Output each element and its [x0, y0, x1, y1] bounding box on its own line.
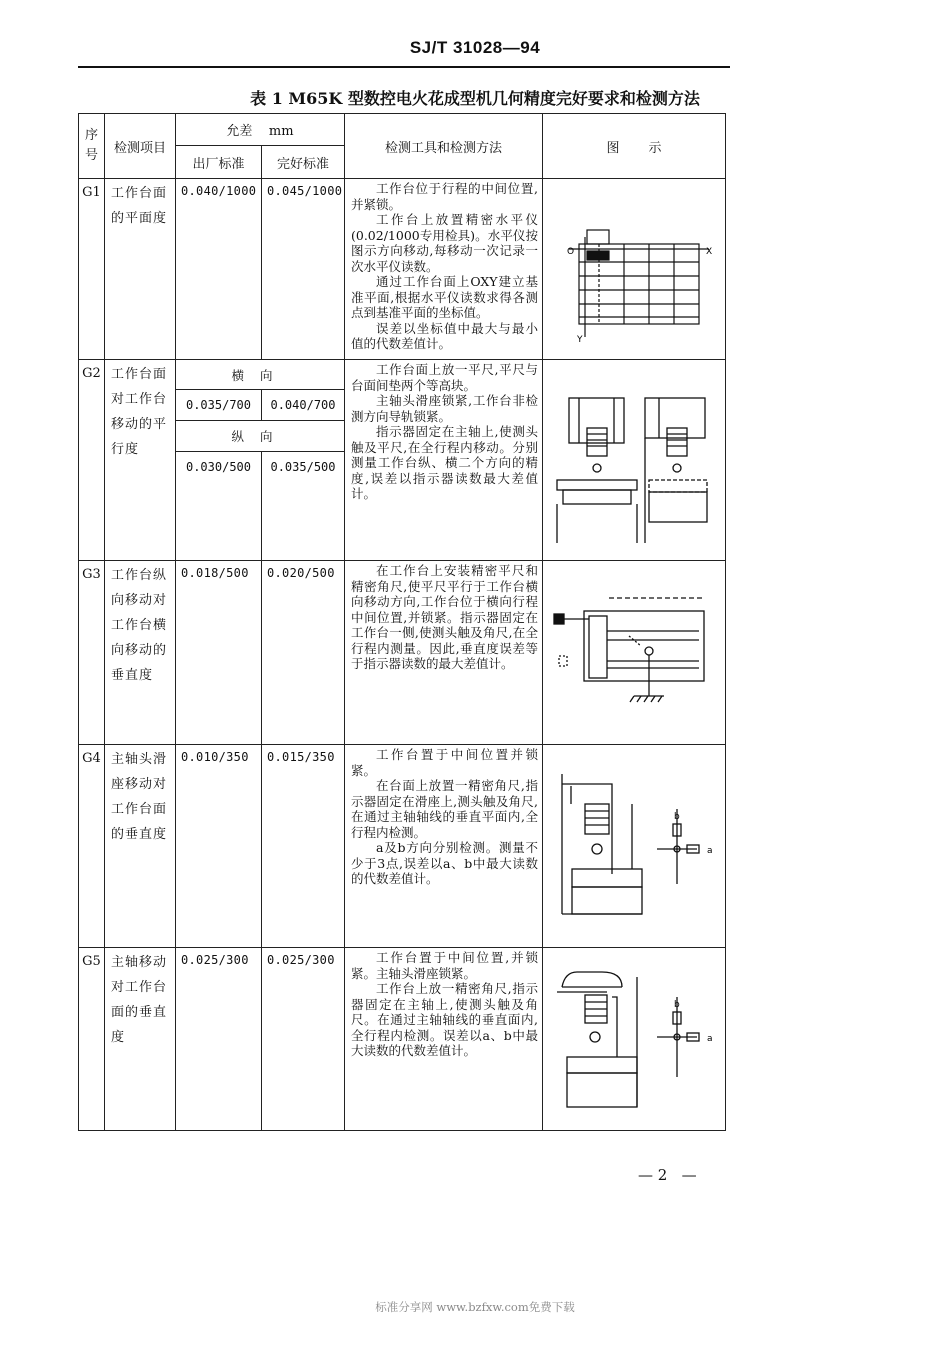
parallelism-machine-diagram — [549, 368, 719, 548]
page-number: — 2 — — [638, 1166, 697, 1184]
figure-g1 — [543, 179, 726, 360]
slide-perpendicularity-diagram — [547, 764, 722, 924]
flatness-grid-diagram — [549, 192, 719, 342]
row-item: 工作台纵向移动对工作台横向移动的垂直度 — [105, 561, 176, 745]
table-row — [79, 745, 726, 948]
standard-code: SJ/T 31028—94 — [409, 38, 541, 57]
col-header-intact: 完好标准 — [262, 146, 345, 179]
row-factory: 0.018/500 — [176, 561, 262, 745]
figure-g3 — [543, 561, 726, 745]
row-method: 工作台面上放一平尺,平尺与台面间垫两个等高块。 主轴头滑座锁紧,工作台非检测方向导轨锁紧。 指示器固定在主轴上,使测头触及平尺,在全行程内移动。分别测量工作台纵、横二个方向的精度,误差以指示器读数最大差值计。 — [345, 360, 543, 561]
transverse-intact: 0.040/700 — [262, 390, 345, 421]
row-item: 工作台面对工作台移动的平行度 — [105, 360, 176, 561]
spindle-perpendicularity-diagram — [547, 957, 722, 1117]
row-item: 主轴移动对工作台面的垂直度 — [105, 948, 176, 1131]
col-header-method: 检测工具和检测方法 — [345, 114, 543, 179]
axis-y-label: Y — [577, 335, 583, 342]
col-header-figure: 图 示 — [543, 114, 726, 179]
col-header-tolerance: 允差 mm — [176, 114, 345, 146]
row-intact: 0.045/1000 — [262, 179, 345, 360]
longitudinal-factory: 0.030/500 — [176, 452, 262, 561]
direction-a-label: a — [706, 1034, 713, 1044]
figure-g5 — [543, 948, 726, 1131]
col-header-no: 序号 — [79, 114, 105, 179]
row-intact: 0.020/500 — [262, 561, 345, 745]
transverse-factory: 0.035/700 — [176, 390, 262, 421]
row-factory: 0.040/1000 — [176, 179, 262, 360]
row-no: G5 — [79, 948, 105, 1131]
table-row — [79, 179, 726, 360]
figure-g4 — [543, 745, 726, 948]
row-no: G3 — [79, 561, 105, 745]
axis-x-label: X — [706, 247, 713, 257]
axis-o-label: O — [567, 247, 575, 257]
table-row — [79, 948, 726, 1131]
table-title: 表 1 M65K 型数控电火花成型机几何精度完好要求和检测方法 — [250, 89, 700, 108]
table-row — [79, 360, 726, 390]
perpendicularity-table-diagram — [549, 576, 719, 726]
row-item: 主轴头滑座移动对工作台面的垂直度 — [105, 745, 176, 948]
row-no: G1 — [79, 179, 105, 360]
watermark: 标准分享网 www.bzfxw.com免费下载 — [375, 1300, 575, 1314]
row-intact: 0.015/350 — [262, 745, 345, 948]
figure-g2 — [543, 360, 726, 561]
row-method: 在工作台上安装精密平尺和精密角尺,使平尺平行于工作台横向移动方向,工作台位于横向行程中间位置,并锁紧。指示器固定在工作台一侧,使测头触及角尺,在全行程内测量。因此,垂直度误差等于指示器读数的最大差值计。 — [345, 561, 543, 745]
longitudinal-label: 纵向 — [176, 421, 345, 452]
row-no: G2 — [79, 360, 105, 561]
row-method: 工作台位于行程的中间位置,并紧锁。 工作台上放置精密水平仪(0.02/1000专用检具)。水平仪按图示方向移动,每移动一次记录一次水平仪读数。 通过工作台面上OXY建立基准平面,根据水平仪读数求得各测点到基准平面的坐标值。 误差以坐标值中最大与最小值的代数差值计。 — [345, 179, 543, 360]
row-method: 工作台置于中间位置并锁紧。 在台面上放置一精密角尺,指示器固定在滑座上,测头触及角尺,在通过主轴轴线的垂直平面内,全行程内检测。 a及b方向分别检测。测量不少于3点,误差以a、b中最大读数的代数差值计。 — [345, 745, 543, 948]
spec-table — [78, 113, 726, 1131]
direction-b-label: b — [673, 1000, 680, 1010]
row-item: 工作台面的平面度 — [105, 179, 176, 360]
row-no: G4 — [79, 745, 105, 948]
direction-a-label: a — [706, 846, 713, 856]
col-header-item: 检测项目 — [105, 114, 176, 179]
row-intact: 0.025/300 — [262, 948, 345, 1131]
col-header-factory: 出厂标准 — [176, 146, 262, 179]
row-method: 工作台置于中间位置,并锁紧。主轴头滑座锁紧。 工作台上放一精密角尺,指示器固定在主轴上,使测头触及角尺。在通过主轴轴线的垂直面内,全行程内检测。误差以a、b中最大读数的代数差值计。 — [345, 948, 543, 1131]
direction-b-label: b — [673, 812, 680, 822]
transverse-label: 横向 — [176, 360, 345, 390]
row-factory: 0.025/300 — [176, 948, 262, 1131]
longitudinal-intact: 0.035/500 — [262, 452, 345, 561]
table-row — [79, 561, 726, 745]
row-factory: 0.010/350 — [176, 745, 262, 948]
header-rule — [78, 66, 730, 68]
